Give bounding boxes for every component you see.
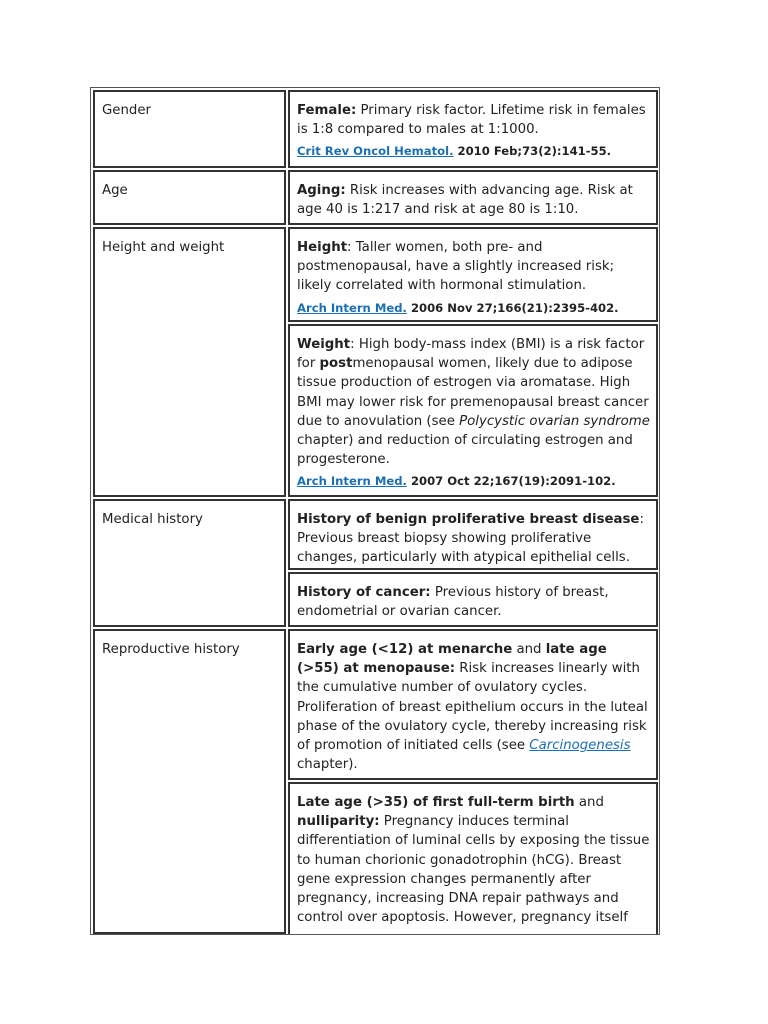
term: Weight [297,337,351,352]
factor-cell-reproductive-history [93,629,286,934]
term: History of benign proliferative breast disease [297,512,640,527]
reference [297,143,650,159]
reference-link[interactable]: Arch Intern Med. [297,474,407,489]
description-text: Aging: Risk increases with advancing age. Risk at age 40 is 1:217 and risk at age 80 is 1:10. [297,183,633,218]
term: Late age (>35) of first full-term birth [297,795,575,810]
risk-factors-table [90,87,660,935]
reference-details: 2010 Feb;73(2):141-55. [453,144,612,159]
reference [297,473,650,489]
reference [297,300,650,316]
factor-cell-age [93,170,286,225]
description-text: Weight: High body-mass index (BMI) is a risk factor for postmenopausal women, likely due to adipose tissue production of estrogen via aromatase. High BMI may lower risk for premenopausal breast cancer due to anovulation (see Polycystic ovarian syndrome chapter) and reduction of circulating estrogen and progesterone. [297,337,650,468]
reference-link[interactable]: Crit Rev Oncol Hematol. [297,144,454,159]
description-cell-age [288,170,658,225]
term: Early age (<12) at menarche [297,642,513,657]
reference-details: 2007 Oct 22;167(19):2091-102. [406,474,616,489]
factor-label: Age [102,183,128,198]
description-cell-cancer-history [288,572,658,627]
description-cell-benign-disease [288,499,658,570]
factor-label: Height and weight [102,240,225,255]
term: Aging: [297,183,346,198]
description-cell-menarche-menopause [288,629,658,780]
description-cell-pregnancy [288,782,658,934]
term: nulliparity: [297,814,380,830]
term: Female: [297,103,357,118]
description-text: History of benign proliferative breast disease: Previous breast biopsy showing proliferative changes, particularly with atypical epithelial cells. [297,512,644,566]
factor-label: Gender [102,103,151,118]
description-text: Height: Taller women, both pre- and postmenopausal, have a slightly increased risk; likely correlated with hormonal stimulation. [297,240,615,294]
reference-details: 2006 Nov 27;166(21):2395-402. [406,300,619,315]
description-cell-gender [288,90,658,168]
description-cell-weight [288,324,658,497]
reference-link[interactable]: Arch Intern Med. [297,300,407,315]
factor-cell-medical-history [93,499,286,627]
factor-cell-gender [93,90,286,168]
term: History of cancer: [297,585,431,600]
term: late age (>55) at menopause: [297,642,607,677]
factor-cell-height-weight [93,227,286,497]
term: Height [297,240,348,255]
description-text: History of cancer: Previous history of breast, endometrial or ovarian cancer. [297,585,609,620]
factor-label: Medical history [102,512,203,527]
description-text: Female: Primary risk factor. Lifetime risk in females is 1:8 compared to males at 1:1000. [297,103,646,138]
description-text: Late age (>35) of first full-term birth and nulliparity: Pregnancy induces terminal differentiation of luminal cells by exposing the tissue to human chorionic gonadotrophin (hCG). Breast gene expression changes permanently after pregnancy, increasing DNA repair pathways and control over apoptosis. However, pregnancy itself [297,795,650,926]
carcinogenesis-link[interactable]: Carcinogenesis [529,738,631,754]
description-cell-height [288,227,658,322]
description-text: Early age (<12) at menarche and late age (>55) at menopause: Risk increases linearly with the cumulative number of ovulatory cycles. Proliferation of breast epithelium occurs in the luteal phase of the ovulatory cycle, thereby increasing risk of promotion of initiated cells (see Carcinogenesis chapter). [297,642,648,773]
factor-label: Reproductive history [102,642,240,657]
